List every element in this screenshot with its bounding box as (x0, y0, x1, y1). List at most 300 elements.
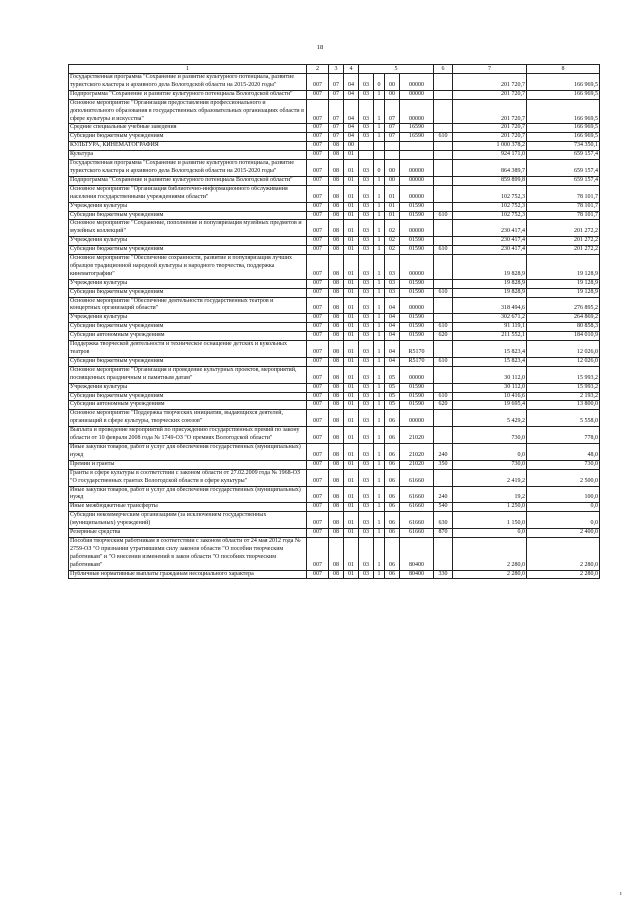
ministry-code: 007 (307, 503, 329, 512)
row-name: Пособия творческим работникам в соответствии с законом области от 24 мая 2012 года № 2759-ОЗ "О признании утратившими силу законов области "О пособии творческим работникам" и "О внесении изменений в закон области "О пособиях творческим работникам" (69, 537, 307, 570)
expense-type-code: 610 (434, 211, 453, 220)
row-name: Основное мероприятие "Обеспечение деятельности государственных театров и концертных организаций области" (69, 297, 307, 314)
amount-1: 302 671,2 (453, 314, 527, 323)
section-code: 08 (329, 176, 344, 185)
subsection-code: 01 (344, 288, 359, 297)
row-name: КУЛЬТУРА, КИНЕМАТОГРАФИЯ (69, 142, 307, 151)
program-code: 03 (359, 383, 374, 392)
amount-1: 15 823,4 (453, 357, 527, 366)
row-name: Основное мероприятие "Обеспечение сохранности, развитие и популяризация лучших образцов традиционной народной культуры и народного творчества, поддержка кинематографии" (69, 255, 307, 280)
subsection-code: 01 (344, 341, 359, 358)
amount-1: 30 112,0 (453, 383, 527, 392)
row-name: Публичные нормативные выплаты гражданам несоциального характера (69, 570, 307, 579)
event-code: 01 (385, 211, 400, 220)
table-row (69, 512, 600, 529)
section-code: 08 (329, 323, 344, 332)
subsection-code: 01 (344, 314, 359, 323)
event-code: 06 (385, 460, 400, 469)
direction-code: 01590 (400, 246, 434, 255)
program-code: 03 (359, 486, 374, 503)
amount-1: 2 419,2 (453, 469, 527, 486)
row-name: Субсидии бюджетным учреждениям (69, 288, 307, 297)
subprogram-code: 1 (374, 124, 385, 133)
program-code: 03 (359, 237, 374, 246)
col-header-target-article: 5 (359, 65, 434, 74)
ministry-code: 007 (307, 74, 329, 91)
program-code: 03 (359, 401, 374, 410)
amount-2: 19 128,9 (527, 288, 600, 297)
program-code: 03 (359, 124, 374, 133)
direction-code: 01590 (400, 279, 434, 288)
program-code: 03 (359, 410, 374, 427)
subprogram-code: 1 (374, 202, 385, 211)
table-row (69, 133, 600, 142)
amount-2: 2 280,0 (527, 537, 600, 570)
expense-type-code (434, 176, 453, 185)
row-name: Культура (69, 151, 307, 160)
event-code: 03 (385, 288, 400, 297)
program-code (359, 151, 374, 160)
direction-code: 16590 (400, 133, 434, 142)
subprogram-code: 1 (374, 90, 385, 99)
direction-code: 01590 (400, 288, 434, 297)
table-row (69, 341, 600, 358)
event-code: 06 (385, 570, 400, 579)
subprogram-code: 1 (374, 176, 385, 185)
amount-1: 91 119,1 (453, 323, 527, 332)
table-row (69, 357, 600, 366)
table-row (69, 529, 600, 538)
ministry-code: 007 (307, 332, 329, 341)
direction-code: 01590 (400, 202, 434, 211)
ministry-code: 007 (307, 297, 329, 314)
amount-1: 102 752,3 (453, 202, 527, 211)
event-code: 00 (385, 176, 400, 185)
section-code: 08 (329, 279, 344, 288)
direction-code: 61660 (400, 503, 434, 512)
subprogram-code: 1 (374, 392, 385, 401)
subprogram-code: 1 (374, 279, 385, 288)
program-code: 03 (359, 90, 374, 99)
event-code: 06 (385, 469, 400, 486)
program-code: 03 (359, 537, 374, 570)
section-code: 08 (329, 427, 344, 444)
amount-1: 19 695,4 (453, 401, 527, 410)
subsection-code: 01 (344, 570, 359, 579)
event-code (385, 142, 400, 151)
section-code: 08 (329, 512, 344, 529)
expense-type-code: 620 (434, 332, 453, 341)
event-code: 04 (385, 323, 400, 332)
expense-type-code (434, 151, 453, 160)
subsection-code: 01 (344, 443, 359, 460)
subprogram-code: 1 (374, 341, 385, 358)
subprogram-code (374, 151, 385, 160)
amount-2: 2 400,0 (527, 529, 600, 538)
row-name: Поддержка творческой деятельности и техническое оснащение детских и кукольных театров (69, 341, 307, 358)
expense-type-code (434, 74, 453, 91)
amount-2: 80 858,3 (527, 323, 600, 332)
subsection-code: 01 (344, 151, 359, 160)
row-name: Иные закупки товаров, работ и услуг для обеспечения государственных (муниципальных) нужд (69, 443, 307, 460)
program-code: 03 (359, 202, 374, 211)
program-code: 03 (359, 341, 374, 358)
subprogram-code: 1 (374, 410, 385, 427)
row-name: Учреждения культуры (69, 237, 307, 246)
program-code: 03 (359, 74, 374, 91)
event-code: 07 (385, 133, 400, 142)
event-code: 05 (385, 401, 400, 410)
ministry-code: 007 (307, 401, 329, 410)
expense-type-code (434, 124, 453, 133)
table-row (69, 246, 600, 255)
table-row (69, 366, 600, 383)
ministry-code: 007 (307, 314, 329, 323)
event-code: 00 (385, 74, 400, 91)
subprogram-code: 1 (374, 401, 385, 410)
expense-type-code: 610 (434, 392, 453, 401)
event-code: 06 (385, 443, 400, 460)
program-code: 03 (359, 503, 374, 512)
amount-1: 201 720,7 (453, 124, 527, 133)
expense-type-code (434, 202, 453, 211)
amount-1: 230 417,4 (453, 237, 527, 246)
amount-1: 230 417,4 (453, 220, 527, 237)
direction-code: 61660 (400, 512, 434, 529)
section-code: 08 (329, 460, 344, 469)
ministry-code: 007 (307, 255, 329, 280)
amount-1: 924 171,0 (453, 151, 527, 160)
direction-code: 21020 (400, 460, 434, 469)
expense-type-code (434, 537, 453, 570)
amount-1: 10 416,6 (453, 392, 527, 401)
ministry-code: 007 (307, 202, 329, 211)
table-row (69, 255, 600, 280)
subsection-code: 01 (344, 537, 359, 570)
amount-1: 230 417,4 (453, 246, 527, 255)
program-code: 03 (359, 255, 374, 280)
amount-2: 2 500,0 (527, 469, 600, 486)
col-header-name: 1 (69, 65, 307, 74)
ministry-code: 007 (307, 357, 329, 366)
table-row (69, 297, 600, 314)
budget-table (68, 64, 600, 579)
section-code: 07 (329, 99, 344, 124)
subprogram-code: 1 (374, 537, 385, 570)
event-code: 02 (385, 237, 400, 246)
amount-2: 2 280,0 (527, 570, 600, 579)
table-row (69, 202, 600, 211)
event-code: 07 (385, 99, 400, 124)
subsection-code: 01 (344, 220, 359, 237)
subsection-code: 04 (344, 74, 359, 91)
amount-1: 201 720,7 (453, 74, 527, 91)
table-row (69, 142, 600, 151)
section-code: 08 (329, 486, 344, 503)
subsection-code: 01 (344, 246, 359, 255)
section-code: 08 (329, 142, 344, 151)
row-name: Государственная программа "Сохранение и развитие культурного потенциала, развитие туристского кластера и архивного дела Вологодской области на 2015-2020 годы" (69, 160, 307, 177)
direction-code: 00000 (400, 366, 434, 383)
amount-1: 2 280,0 (453, 570, 527, 579)
row-name: Выплата и проведение мероприятий по присуждению государственных премий по закону области от 10 февраля 2008 года № 1749-ОЗ "О премиях Вологодской области" (69, 427, 307, 444)
event-code: 05 (385, 392, 400, 401)
program-code: 03 (359, 570, 374, 579)
subsection-code: 01 (344, 486, 359, 503)
amount-1: 102 752,3 (453, 211, 527, 220)
table-row (69, 323, 600, 332)
subsection-code: 01 (344, 202, 359, 211)
expense-type-code: 540 (434, 503, 453, 512)
expense-type-code (434, 237, 453, 246)
amount-2: 78 101,7 (527, 185, 600, 202)
amount-2: 0,0 (527, 503, 600, 512)
expense-type-code (434, 469, 453, 486)
table-row (69, 90, 600, 99)
amount-1: 19 828,9 (453, 288, 527, 297)
program-code: 03 (359, 133, 374, 142)
table-row (69, 486, 600, 503)
expense-type-code: 330 (434, 570, 453, 579)
amount-2: 264 869,2 (527, 314, 600, 323)
direction-code (400, 142, 434, 151)
amount-2: 276 895,2 (527, 297, 600, 314)
row-name: Учреждения культуры (69, 314, 307, 323)
table-row (69, 151, 600, 160)
direction-code: 01590 (400, 314, 434, 323)
program-code: 03 (359, 297, 374, 314)
section-code: 08 (329, 151, 344, 160)
table-row (69, 383, 600, 392)
program-code: 03 (359, 99, 374, 124)
ministry-code: 007 (307, 366, 329, 383)
amount-2: 659 157,4 (527, 151, 600, 160)
subprogram-code: 1 (374, 366, 385, 383)
direction-code: 61660 (400, 529, 434, 538)
section-code: 08 (329, 366, 344, 383)
section-code: 08 (329, 503, 344, 512)
subsection-code: 04 (344, 90, 359, 99)
event-code: 05 (385, 366, 400, 383)
row-name: Средние специальные учебные заведения (69, 124, 307, 133)
subprogram-code: 1 (374, 383, 385, 392)
expense-type-code: 610 (434, 133, 453, 142)
row-name: Иные закупки товаров, работ и услуг для обеспечения государственных (муниципальных) нужд (69, 486, 307, 503)
expense-type-code: 870 (434, 529, 453, 538)
direction-code: 00000 (400, 176, 434, 185)
program-code: 03 (359, 160, 374, 177)
direction-code: 80400 (400, 570, 434, 579)
ministry-code: 007 (307, 529, 329, 538)
event-code: 04 (385, 314, 400, 323)
ministry-code: 007 (307, 246, 329, 255)
amount-1: 19 828,9 (453, 255, 527, 280)
ministry-code: 007 (307, 443, 329, 460)
amount-2: 201 272,2 (527, 246, 600, 255)
ministry-code: 007 (307, 176, 329, 185)
program-code: 03 (359, 366, 374, 383)
section-code: 08 (329, 537, 344, 570)
event-code (385, 151, 400, 160)
subsection-code: 01 (344, 332, 359, 341)
subsection-code: 01 (344, 237, 359, 246)
amount-2: 78 101,7 (527, 211, 600, 220)
table-row (69, 332, 600, 341)
amount-1: 30 112,0 (453, 366, 527, 383)
table-row (69, 99, 600, 124)
amount-1: 864 389,7 (453, 160, 527, 177)
row-name: Основное мероприятие "Организация предоставления профессионального и дополнительного образования в государственных образовательных организациях области в сфере культуры и искусства" (69, 99, 307, 124)
direction-code: 01590 (400, 401, 434, 410)
amount-2: 166 969,5 (527, 124, 600, 133)
amount-1: 730,0 (453, 427, 527, 444)
col-header-section: 3 (329, 65, 344, 74)
subprogram-code: 1 (374, 443, 385, 460)
table-row (69, 220, 600, 237)
amount-1: 2 280,0 (453, 537, 527, 570)
table-row (69, 410, 600, 427)
amount-1: 19 828,9 (453, 279, 527, 288)
subsection-code: 01 (344, 392, 359, 401)
ministry-code: 007 (307, 133, 329, 142)
direction-code: 61660 (400, 469, 434, 486)
expense-type-code (434, 142, 453, 151)
amount-2: 659 157,4 (527, 160, 600, 177)
table-row (69, 176, 600, 185)
amount-2: 19 128,9 (527, 279, 600, 288)
subsection-code: 01 (344, 297, 359, 314)
event-code: 06 (385, 486, 400, 503)
program-code: 03 (359, 529, 374, 538)
section-code: 08 (329, 211, 344, 220)
table-row (69, 314, 600, 323)
subsection-code: 01 (344, 460, 359, 469)
amount-1: 1 000 378,2 (453, 142, 527, 151)
direction-code: 01590 (400, 392, 434, 401)
row-name: Гранты в сфере культуры в соответствии с законом области от 27.02.2009 года № 1968-ОЗ "О государственных грантах Вологодской области в сфере культуры" (69, 469, 307, 486)
amount-2: 166 969,5 (527, 133, 600, 142)
direction-code: 16590 (400, 124, 434, 133)
amount-1: 730,0 (453, 460, 527, 469)
section-code: 08 (329, 202, 344, 211)
program-code: 03 (359, 314, 374, 323)
section-code: 08 (329, 443, 344, 460)
program-code (359, 142, 374, 151)
direction-code: 00000 (400, 74, 434, 91)
program-code: 03 (359, 469, 374, 486)
direction-code: 01590 (400, 383, 434, 392)
amount-1: 0,0 (453, 443, 527, 460)
footer-mark: ı (620, 891, 622, 897)
direction-code: 01590 (400, 332, 434, 341)
row-name: Субсидии бюджетным учреждениям (69, 246, 307, 255)
direction-code: R5170 (400, 357, 434, 366)
amount-1: 5 429,2 (453, 410, 527, 427)
subsection-code: 01 (344, 160, 359, 177)
expense-type-code (434, 279, 453, 288)
subprogram-code: 1 (374, 332, 385, 341)
subprogram-code: 1 (374, 529, 385, 538)
amount-2: 184 010,9 (527, 332, 600, 341)
amount-2: 5 558,0 (527, 410, 600, 427)
section-code: 08 (329, 332, 344, 341)
amount-1: 201 720,7 (453, 90, 527, 99)
expense-type-code (434, 99, 453, 124)
table-row (69, 124, 600, 133)
subsection-code: 01 (344, 529, 359, 538)
subprogram-code: 1 (374, 185, 385, 202)
amount-1: 201 720,7 (453, 133, 527, 142)
row-name: Субсидии бюджетным учреждениям (69, 211, 307, 220)
amount-1: 201 720,7 (453, 99, 527, 124)
section-code: 07 (329, 124, 344, 133)
direction-code: 01590 (400, 237, 434, 246)
expense-type-code: 610 (434, 357, 453, 366)
row-name: Основное мероприятие "Организация библиотечно-информационного обслуживания населения государственными учреждениями области" (69, 185, 307, 202)
ministry-code: 007 (307, 237, 329, 246)
section-code: 07 (329, 90, 344, 99)
subprogram-code: 1 (374, 503, 385, 512)
amount-2: 778,0 (527, 427, 600, 444)
row-name: Подпрограмма "Сохранение и развитие культурного потенциала Вологодской области" (69, 176, 307, 185)
subsection-code: 04 (344, 99, 359, 124)
section-code: 08 (329, 246, 344, 255)
ministry-code: 007 (307, 537, 329, 570)
event-code: 00 (385, 90, 400, 99)
ministry-code: 007 (307, 99, 329, 124)
event-code: 03 (385, 279, 400, 288)
table-row (69, 443, 600, 460)
direction-code: 21020 (400, 443, 434, 460)
row-name: Учреждения культуры (69, 279, 307, 288)
table-row (69, 211, 600, 220)
expense-type-code (434, 220, 453, 237)
subsection-code: 01 (344, 185, 359, 202)
amount-2: 78 101,7 (527, 202, 600, 211)
ministry-code: 007 (307, 410, 329, 427)
program-code: 03 (359, 246, 374, 255)
direction-code: 61660 (400, 486, 434, 503)
subsection-code: 01 (344, 512, 359, 529)
subprogram-code: 1 (374, 427, 385, 444)
subprogram-code: 1 (374, 288, 385, 297)
direction-code (400, 151, 434, 160)
row-name: Субсидии автономным учреждениям (69, 401, 307, 410)
subsection-code: 04 (344, 124, 359, 133)
ministry-code: 007 (307, 185, 329, 202)
amount-2: 734 350,1 (527, 142, 600, 151)
event-code: 06 (385, 503, 400, 512)
program-code: 03 (359, 279, 374, 288)
row-name: Резервные средства (69, 529, 307, 538)
amount-1: 1 150,0 (453, 512, 527, 529)
section-code: 08 (329, 237, 344, 246)
event-code: 06 (385, 427, 400, 444)
expense-type-code: 240 (434, 486, 453, 503)
row-name: Учреждения культуры (69, 383, 307, 392)
subsection-code: 01 (344, 503, 359, 512)
col-header-amount-2: 8 (527, 65, 600, 74)
subprogram-code: 1 (374, 314, 385, 323)
section-code: 08 (329, 160, 344, 177)
expense-type-code: 350 (434, 460, 453, 469)
event-code: 06 (385, 410, 400, 427)
event-code: 06 (385, 537, 400, 570)
ministry-code: 007 (307, 90, 329, 99)
row-name: Основное мероприятие "Поддержка творческих инициатив, выдающихся деятелей, организаций в сфере культуры, творческих союзов" (69, 410, 307, 427)
table-row (69, 74, 600, 91)
program-code: 03 (359, 220, 374, 237)
